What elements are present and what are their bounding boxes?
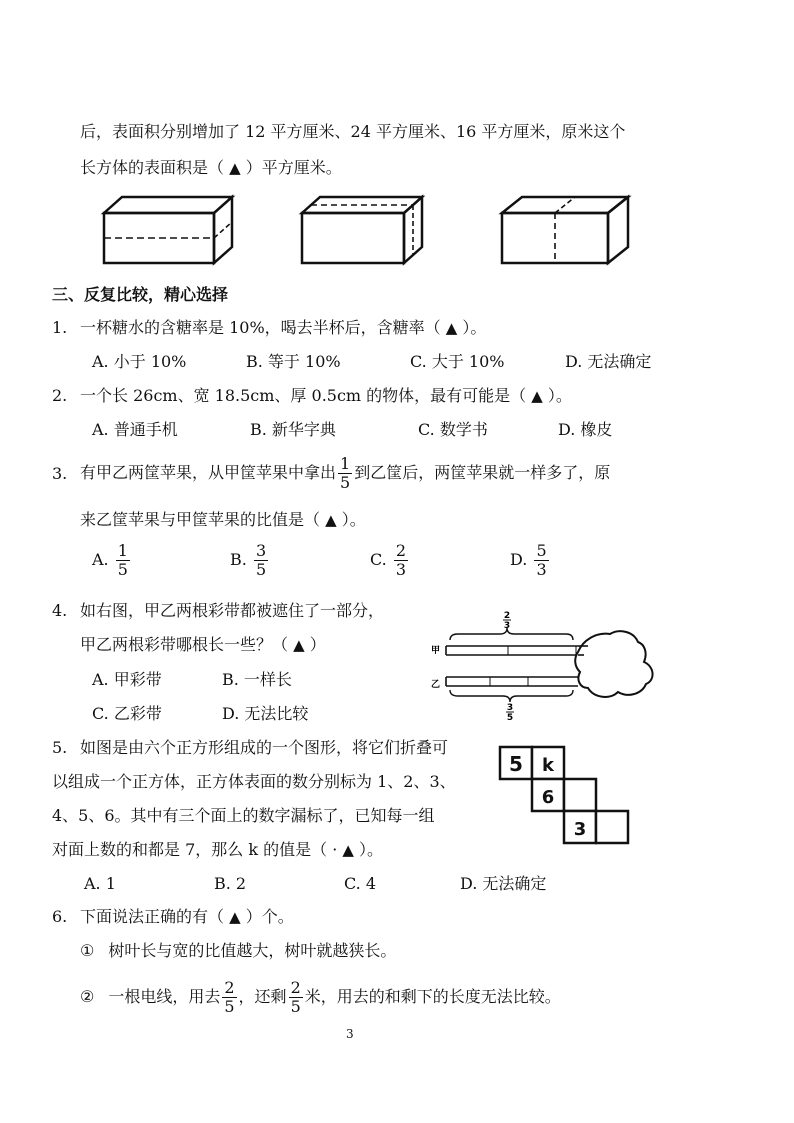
ribbon-label-jia: 甲 <box>431 646 441 656</box>
q2-option-b: B. 新华字典 <box>250 420 336 439</box>
net-face-k: k <box>542 755 554 776</box>
fraction-denominator: 5 <box>224 997 235 1016</box>
ribbon-label-yi: 乙 <box>431 680 441 690</box>
fraction-denominator: 3 <box>395 560 407 579</box>
q1-number: 1. <box>52 318 68 337</box>
q2-option-c: C. 数学书 <box>418 420 488 439</box>
q1-option-d: D. 无法确定 <box>565 352 652 371</box>
page-number: 3 <box>346 1027 354 1041</box>
net-face-6: 6 <box>541 787 555 808</box>
q2-stem-pre: 一个长 26cm、宽 18.5cm、厚 0.5cm 的物体，最有可能是（ <box>80 386 532 405</box>
fraction-numerator: 1 <box>117 541 128 560</box>
q5-number: 5. <box>52 738 68 757</box>
q4-option-c: C. 乙彩带 <box>92 704 162 723</box>
fraction-denominator: 5 <box>117 560 128 579</box>
q3-option-b <box>230 543 270 578</box>
q4-number: 4. <box>52 601 68 620</box>
fraction-numerator: 5 <box>536 541 547 560</box>
intro-line-2-post: ）平方厘米。 <box>240 158 342 177</box>
q5-option-d: D. 无法确定 <box>460 874 547 893</box>
option-label: B. <box>230 550 247 569</box>
q3-line-2-post: ）。 <box>336 510 366 529</box>
fraction-numerator: 2 <box>395 541 407 560</box>
q5-line-4-post: ）。 <box>353 840 384 859</box>
q6-item-2-pre: 一根电线，用去 <box>108 987 221 1006</box>
item-number-2: ② <box>80 987 95 1006</box>
q1-stem <box>80 318 486 337</box>
q5-line-3: 4、5、6。其中有三个面上的数字漏标了，已知每一组 <box>52 806 435 825</box>
cuboid-figure-1 <box>100 195 235 270</box>
q6-item-2-post: 米，用去的和剩下的长度无法比较。 <box>304 987 561 1006</box>
option-label: A. <box>92 550 109 569</box>
option-fraction <box>254 543 268 578</box>
q1-option-a: A. 小于 10% <box>92 352 187 371</box>
fraction-denominator: 3 <box>536 560 547 579</box>
cuboid-figure-3 <box>500 195 630 270</box>
fraction-numerator: 2 <box>224 978 235 997</box>
q5-line-4 <box>52 840 383 859</box>
q6-item-2 <box>80 976 561 1018</box>
cuboid-figure-2 <box>300 195 425 270</box>
q4-line-1: 如右图，甲乙两根彩带都被遮住了一部分， <box>80 601 385 620</box>
q3-line-1 <box>80 452 610 494</box>
q1-option-b: B. 等于 10% <box>246 352 341 371</box>
ribbon-bottom-fraction-den: 5 <box>506 713 514 723</box>
q2-option-a: A. 普通手机 <box>92 420 178 439</box>
q6-item-1 <box>80 941 396 960</box>
q6-number: 6. <box>52 907 68 926</box>
fraction-two-fifths-a <box>222 980 236 1015</box>
q4-line-2-pre: 甲乙两根彩带哪根长一些？（ <box>80 635 294 654</box>
intro-line-1: 后，表面积分别增加了 12 平方厘米、24 平方厘米、16 平方厘米，原米这个 <box>80 122 626 141</box>
q3-line-1-post: 到乙筐后，两筐苹果就一样多了，原 <box>354 463 611 482</box>
q4-option-d: D. 无法比较 <box>222 704 309 723</box>
ribbon-top-fraction-num: 2 <box>503 611 511 621</box>
q6-item-2-mid: ，还剩 <box>238 987 287 1006</box>
option-label: C. <box>370 550 387 569</box>
net-face-5: 5 <box>509 752 523 776</box>
q5-line-4-pre: 对面上数的和都是 7，那么 k 的值是（ · <box>52 840 343 859</box>
intro-line-2 <box>80 158 342 177</box>
q5-line-1: 如图是由六个正方形组成的一个图形，将它们折叠可 <box>80 738 449 757</box>
q6-stem-pre: 下面说法正确的有（ <box>80 907 230 926</box>
q1-option-c: C. 大于 10% <box>410 352 505 371</box>
cloud-cover <box>575 631 652 697</box>
answer-marker: ▲ <box>531 387 543 405</box>
fraction-numerator: 1 <box>340 454 351 473</box>
intro-line-2-pre: 长方体的表面积是（ <box>80 158 230 177</box>
q5-line-2: 以组成一个正方体，正方体表面的数分别标为 1、2、3、 <box>52 772 456 791</box>
q4-option-a: A. 甲彩带 <box>92 670 162 689</box>
net-face-3: 3 <box>573 819 587 840</box>
fraction-numerator: 2 <box>290 978 301 997</box>
answer-marker: ▲ <box>325 511 337 529</box>
fraction-one-fifth <box>338 456 352 491</box>
answer-marker: ▲ <box>342 841 354 859</box>
fraction-denominator: 5 <box>255 560 267 579</box>
fraction-denominator: 5 <box>290 997 301 1016</box>
q6-item-1-text: 树叶长与宽的比值越大，树叶就越狭长。 <box>108 941 397 960</box>
ribbon-bottom-fraction-num: 3 <box>506 703 514 713</box>
q5-option-a: A. 1 <box>84 874 116 893</box>
answer-marker: ▲ <box>229 159 241 177</box>
q3-line-1-pre: 有甲乙两筐苹果，从甲筐苹果中拿出 <box>80 463 337 482</box>
q3-option-a <box>92 543 132 578</box>
option-fraction <box>394 543 408 578</box>
q2-stem-post: ）。 <box>542 386 572 405</box>
section-3-title: 三、反复比较，精心选择 <box>52 285 229 304</box>
option-label: D. <box>510 550 528 569</box>
q6-stem <box>80 907 294 926</box>
q1-stem-pre: 一杯糖水的含糖率是 10%，喝去半杯后，含糖率（ <box>80 318 446 337</box>
answer-marker: ▲ <box>445 319 458 337</box>
q3-number: 3. <box>52 464 68 483</box>
q5-option-b: B. 2 <box>214 874 247 893</box>
q3-line-2 <box>80 510 366 529</box>
q2-number: 2. <box>52 386 68 405</box>
q2-stem <box>80 386 572 405</box>
q3-option-d <box>510 543 551 578</box>
q4-option-b: B. 一样长 <box>222 670 292 689</box>
option-fraction <box>534 543 548 578</box>
q3-option-c <box>370 543 410 578</box>
answer-marker: ▲ <box>293 636 305 654</box>
ribbon-figure <box>428 610 658 723</box>
fraction-two-fifths-b <box>289 980 303 1015</box>
q4-line-2 <box>80 635 326 654</box>
fraction-numerator: 3 <box>255 541 267 560</box>
q6-stem-post: ）个。 <box>240 907 294 926</box>
q5-option-c: C. 4 <box>344 874 377 893</box>
q4-line-2-post: ） <box>304 635 326 654</box>
ribbon-top-fraction-den: 3 <box>503 621 511 631</box>
item-number-1: ① <box>80 941 95 960</box>
q2-option-d: D. 橡皮 <box>558 420 613 439</box>
answer-marker: ▲ <box>229 908 241 926</box>
fraction-denominator: 5 <box>340 473 351 492</box>
q3-line-2-pre: 来乙筐苹果与甲筐苹果的比值是（ <box>80 510 326 529</box>
option-fraction <box>116 543 130 578</box>
cube-net-figure <box>498 745 633 845</box>
q1-stem-post: ）。 <box>457 318 487 337</box>
